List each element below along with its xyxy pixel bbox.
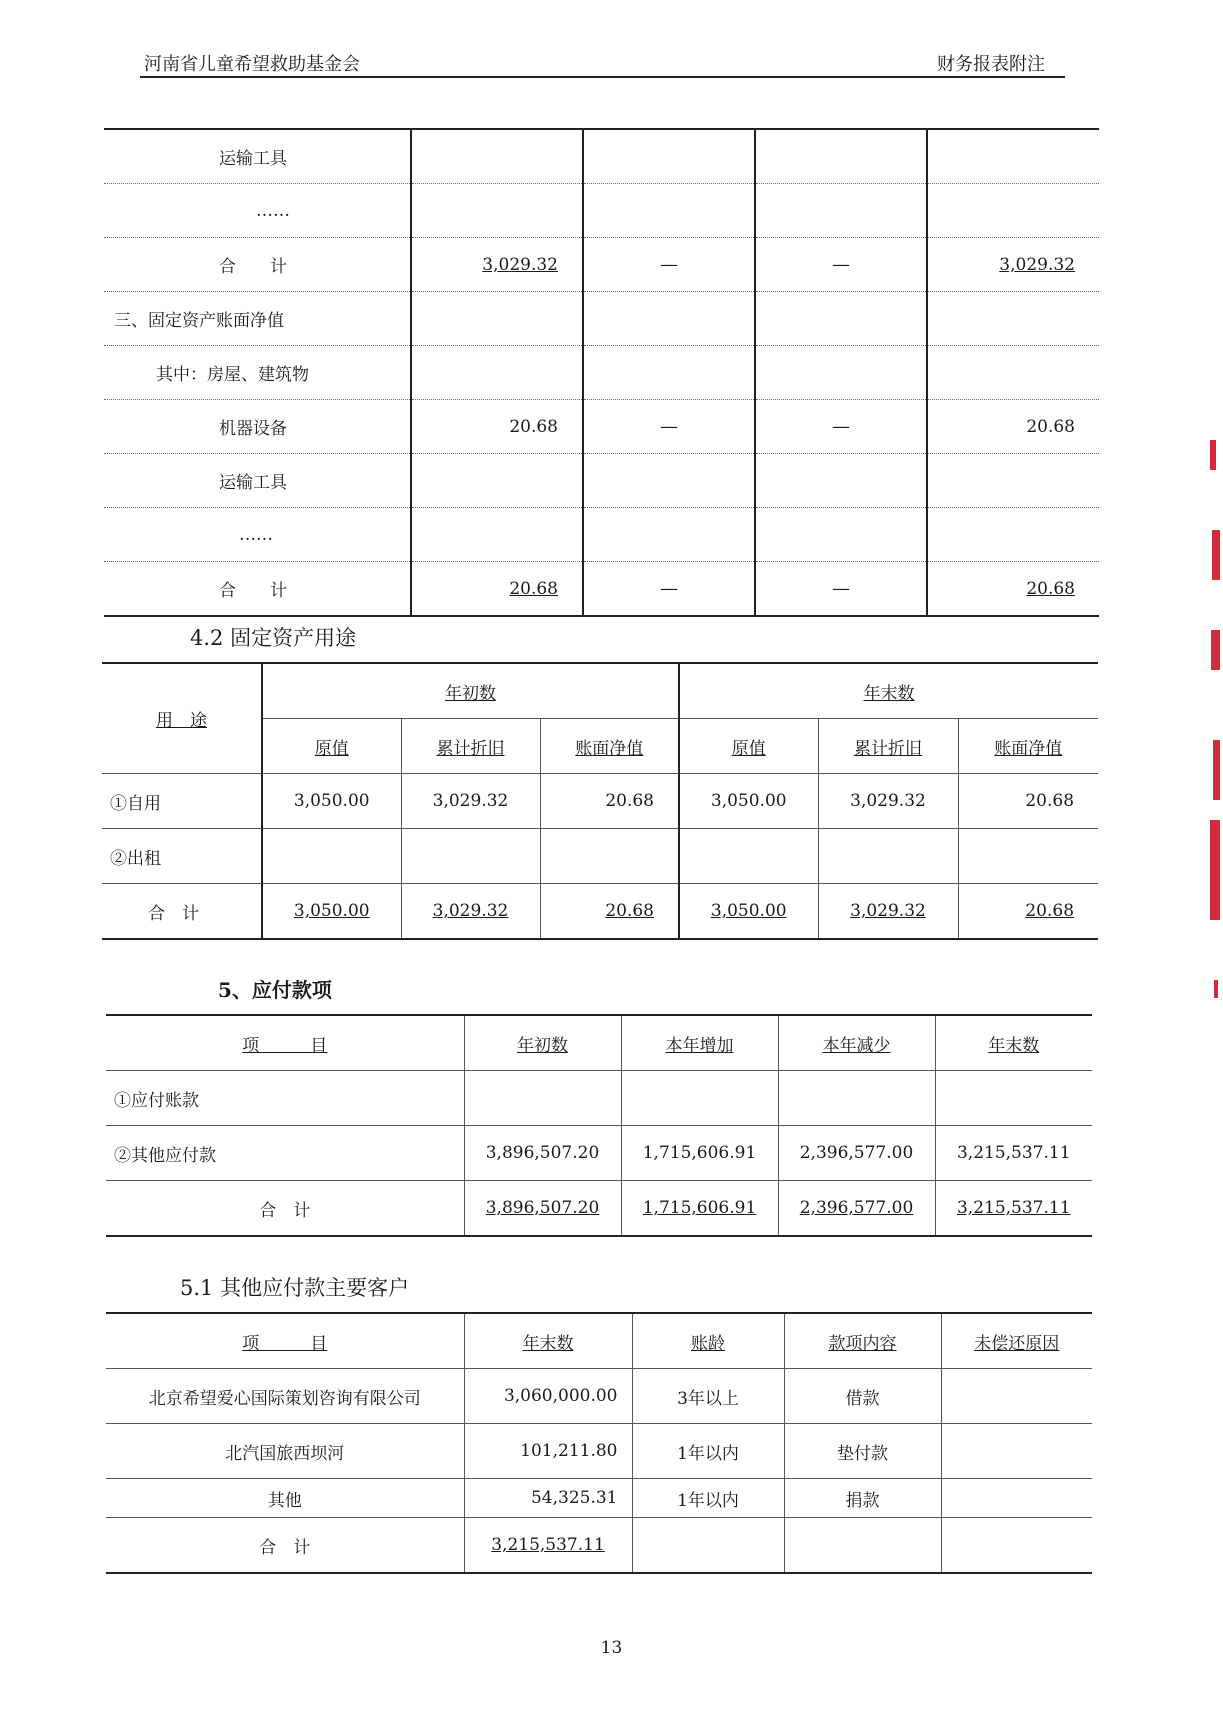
cell: — bbox=[755, 562, 927, 617]
cell bbox=[755, 454, 927, 508]
cell: 2,396,577.00 bbox=[778, 1181, 935, 1237]
cell: 3,029.32 bbox=[411, 238, 583, 292]
table-row bbox=[106, 1071, 1092, 1126]
section-title-5: 5、应付款项 bbox=[218, 978, 332, 1002]
cell: 3,029.32 bbox=[818, 774, 958, 829]
payables-table bbox=[106, 1014, 1092, 1237]
begin-year-header: 年初数 bbox=[262, 663, 679, 719]
cell: 3,215,537.11 bbox=[464, 1518, 632, 1574]
column-header: 账面净值 bbox=[958, 719, 1098, 774]
table-row bbox=[104, 400, 1099, 454]
cell bbox=[411, 508, 583, 562]
cell: 捐款 bbox=[784, 1479, 941, 1518]
column-header: 未偿还原因 bbox=[941, 1313, 1092, 1369]
column-header: 本年减少 bbox=[778, 1015, 935, 1071]
cell bbox=[583, 346, 755, 400]
cell: 3,029.32 bbox=[401, 774, 540, 829]
table-row bbox=[104, 129, 1099, 184]
cell: — bbox=[583, 562, 755, 617]
row-label: 合 计 bbox=[106, 1518, 464, 1574]
table-row bbox=[102, 829, 1098, 884]
end-year-header: 年末数 bbox=[679, 663, 1098, 719]
cell: 3年以上 bbox=[632, 1369, 784, 1424]
cell bbox=[583, 508, 755, 562]
cell: 1,715,606.91 bbox=[621, 1126, 778, 1181]
cell: 20.68 bbox=[540, 774, 679, 829]
cell bbox=[621, 1071, 778, 1126]
cell: 3,060,000.00 bbox=[464, 1369, 632, 1424]
cell bbox=[927, 508, 1099, 562]
table-row bbox=[104, 562, 1099, 617]
row-label: ①自用 bbox=[102, 774, 262, 829]
cell: — bbox=[583, 400, 755, 454]
fixed-asset-use-table bbox=[102, 662, 1098, 940]
row-label: 合 计 bbox=[104, 238, 411, 292]
cell bbox=[784, 1518, 941, 1574]
column-header: 原值 bbox=[679, 719, 818, 774]
cell bbox=[401, 829, 540, 884]
cell bbox=[583, 129, 755, 184]
cell: 3,050.00 bbox=[262, 774, 401, 829]
cell: 3,050.00 bbox=[679, 774, 818, 829]
row-label: 北汽国旅西坝河 bbox=[106, 1424, 464, 1479]
cell bbox=[755, 346, 927, 400]
seal-stamp-fragment bbox=[1208, 440, 1220, 1000]
cell: 20.68 bbox=[927, 400, 1099, 454]
column-header: 款项内容 bbox=[784, 1313, 941, 1369]
cell: 3,215,537.11 bbox=[935, 1181, 1092, 1237]
cell bbox=[927, 454, 1099, 508]
cell bbox=[755, 129, 927, 184]
table-row bbox=[104, 238, 1099, 292]
table-row bbox=[106, 1181, 1092, 1237]
cell bbox=[583, 454, 755, 508]
cell: 2,396,577.00 bbox=[778, 1126, 935, 1181]
table-row bbox=[104, 454, 1099, 508]
cell bbox=[935, 1071, 1092, 1126]
cell: 3,029.32 bbox=[927, 238, 1099, 292]
cell: 20.68 bbox=[958, 884, 1098, 940]
row-label: 合 计 bbox=[219, 581, 287, 601]
cell bbox=[941, 1479, 1092, 1518]
cell: 3,029.32 bbox=[401, 884, 540, 940]
row-label: 运输工具 bbox=[104, 454, 411, 508]
cell: 20.68 bbox=[540, 884, 679, 940]
cell bbox=[755, 508, 927, 562]
cell: 1年以内 bbox=[632, 1424, 784, 1479]
column-header: 本年增加 bbox=[621, 1015, 778, 1071]
cell: 1年以内 bbox=[632, 1479, 784, 1518]
cell bbox=[941, 1369, 1092, 1424]
cell bbox=[411, 129, 583, 184]
cell: 20.68 bbox=[411, 562, 583, 617]
row-label: 合 计 bbox=[102, 884, 262, 940]
table-row bbox=[102, 774, 1098, 829]
page-number: 13 bbox=[600, 1638, 623, 1658]
cell bbox=[679, 829, 818, 884]
cell: — bbox=[755, 400, 927, 454]
cell: 54,325.31 bbox=[464, 1479, 632, 1518]
cell: 3,050.00 bbox=[679, 884, 818, 940]
depreciation-table bbox=[104, 128, 1099, 617]
cell bbox=[411, 454, 583, 508]
cell: — bbox=[583, 238, 755, 292]
cell bbox=[958, 829, 1098, 884]
row-label: 其他 bbox=[106, 1479, 464, 1518]
column-header: 年初数 bbox=[464, 1015, 621, 1071]
row-label: 其中：房屋、建筑物 bbox=[104, 346, 411, 400]
table-row bbox=[104, 508, 1099, 562]
table-row bbox=[106, 1424, 1092, 1479]
column-header: 年末数 bbox=[464, 1313, 632, 1369]
cell: 3,029.32 bbox=[818, 884, 958, 940]
cell bbox=[632, 1518, 784, 1574]
cell: 3,896,507.20 bbox=[464, 1126, 621, 1181]
cell: 3,215,537.11 bbox=[935, 1126, 1092, 1181]
cell bbox=[411, 292, 583, 346]
cell bbox=[818, 829, 958, 884]
other-payables-clients-table bbox=[106, 1312, 1092, 1574]
table-row bbox=[106, 1369, 1092, 1424]
cell bbox=[583, 184, 755, 238]
column-header: 账龄 bbox=[632, 1313, 784, 1369]
row-label: 北京希望爱心国际策划咨询有限公司 bbox=[106, 1369, 464, 1424]
cell bbox=[540, 829, 679, 884]
cell bbox=[927, 346, 1099, 400]
table-row bbox=[104, 292, 1099, 346]
table-row bbox=[106, 1126, 1092, 1181]
cell bbox=[927, 292, 1099, 346]
row-label: ②出租 bbox=[102, 829, 262, 884]
cell: 3,896,507.20 bbox=[464, 1181, 621, 1237]
row-label: …… bbox=[104, 508, 411, 562]
cell: 借款 bbox=[784, 1369, 941, 1424]
cell bbox=[262, 829, 401, 884]
section-title-5-1: 5.1 其他应付款主要客户 bbox=[180, 1276, 410, 1300]
use-header: 用 途 bbox=[102, 663, 262, 774]
cell bbox=[464, 1071, 621, 1126]
column-header: 账面净值 bbox=[540, 719, 679, 774]
cell bbox=[411, 184, 583, 238]
column-header: 原值 bbox=[262, 719, 401, 774]
row-label: 三、固定资产账面净值 bbox=[104, 292, 411, 346]
cell: 1,715,606.91 bbox=[621, 1181, 778, 1237]
cell: 20.68 bbox=[927, 562, 1099, 617]
row-label: ②其他应付款 bbox=[106, 1126, 464, 1181]
cell bbox=[778, 1071, 935, 1126]
cell bbox=[927, 129, 1099, 184]
section-title-4-2: 4.2 固定资产用途 bbox=[190, 626, 357, 650]
column-header: 累计折旧 bbox=[818, 719, 958, 774]
table-row bbox=[102, 884, 1098, 940]
cell: — bbox=[755, 238, 927, 292]
column-header: 年末数 bbox=[935, 1015, 1092, 1071]
cell bbox=[941, 1424, 1092, 1479]
table-header-row bbox=[102, 663, 1098, 719]
row-label: 运输工具 bbox=[104, 129, 411, 184]
cell: 101,211.80 bbox=[464, 1424, 632, 1479]
column-header: 累计折旧 bbox=[401, 719, 540, 774]
row-label: …… bbox=[104, 184, 411, 238]
cell: 20.68 bbox=[411, 400, 583, 454]
document-type: 财务报表附注 bbox=[937, 54, 1045, 75]
row-label: 机器设备 bbox=[104, 400, 411, 454]
org-name: 河南省儿童希望救助基金会 bbox=[144, 54, 360, 75]
table-row bbox=[104, 346, 1099, 400]
table-header-row bbox=[106, 1015, 1092, 1071]
table-header-row bbox=[106, 1313, 1092, 1369]
page-header bbox=[140, 48, 1065, 78]
column-header: 项 目 bbox=[106, 1015, 464, 1071]
cell bbox=[755, 184, 927, 238]
row-label: ①应付账款 bbox=[106, 1071, 464, 1126]
cell: 3,050.00 bbox=[262, 884, 401, 940]
cell: 垫付款 bbox=[784, 1424, 941, 1479]
row-label: 合 计 bbox=[106, 1181, 464, 1237]
table-row bbox=[106, 1479, 1092, 1518]
cell bbox=[927, 184, 1099, 238]
table-row bbox=[106, 1518, 1092, 1574]
table-row bbox=[104, 184, 1099, 238]
cell bbox=[755, 292, 927, 346]
cell bbox=[411, 346, 583, 400]
column-header: 项 目 bbox=[106, 1313, 464, 1369]
cell: 20.68 bbox=[958, 774, 1098, 829]
cell bbox=[941, 1518, 1092, 1574]
cell bbox=[583, 292, 755, 346]
